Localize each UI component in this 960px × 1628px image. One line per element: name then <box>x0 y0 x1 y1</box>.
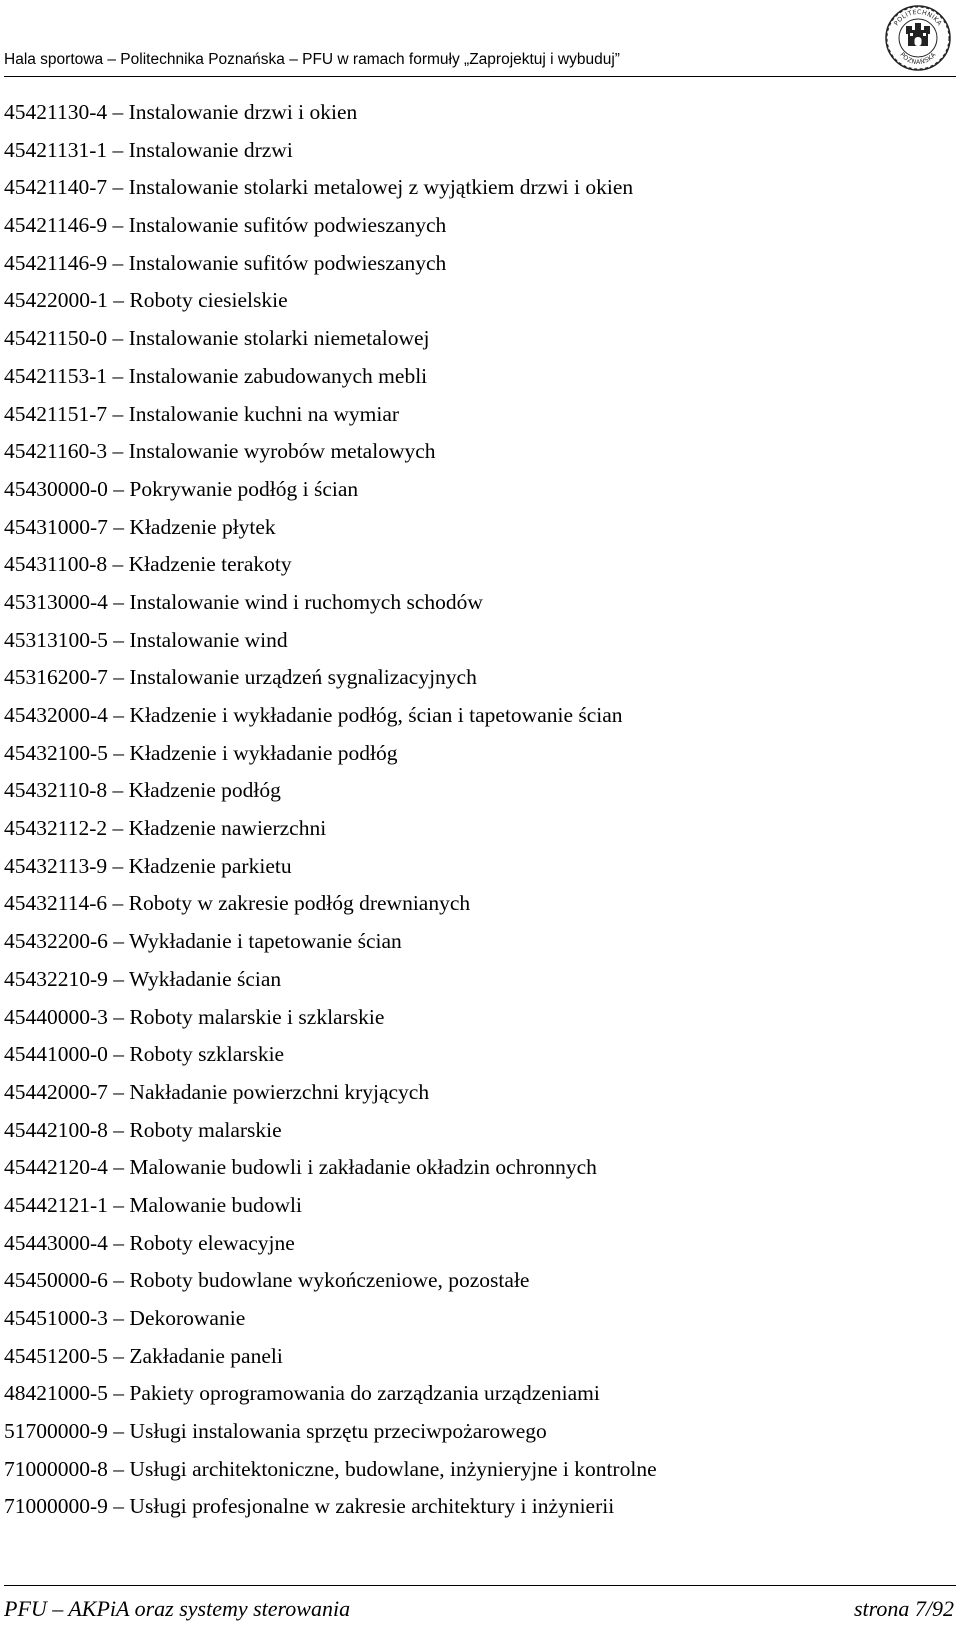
cpv-description: Roboty malarskie i szklarskie <box>129 1004 385 1029</box>
cpv-description: Instalowanie kuchni na wymiar <box>128 401 400 426</box>
cpv-description: Instalowanie urządzeń sygnalizacyjnych <box>129 665 477 690</box>
cpv-description: Instalowanie wind <box>129 627 288 652</box>
footer-document-title: PFU – AKPiA oraz systemy sterowania <box>4 1596 351 1621</box>
dash-separator: – <box>113 665 125 690</box>
code-list-item <box>4 509 954 547</box>
cpv-description: Kładzenie podłóg <box>128 778 281 803</box>
logo-text-bottom: POZNAŃSKA <box>898 51 938 67</box>
code-list-item <box>4 999 954 1037</box>
code-list-item <box>4 1451 954 1489</box>
cpv-code: 45421150-0 <box>4 326 108 351</box>
cpv-description: Instalowanie drzwi <box>128 137 293 162</box>
cpv-description: Pokrywanie podłóg i ścian <box>129 476 359 501</box>
dash-separator: – <box>112 250 124 275</box>
cpv-code: 71000000-8 <box>4 1456 108 1481</box>
svg-text:POZNAŃSKA <box>898 51 938 66</box>
dash-separator: – <box>113 1306 125 1330</box>
code-list-item <box>4 961 954 999</box>
cpv-description: Nakładanie powierzchni kryjących <box>129 1079 430 1104</box>
cpv-code: 45443000-4 <box>4 1230 108 1255</box>
cpv-code: 45432200-6 <box>4 929 108 954</box>
cpv-description: Pakiety oprogramowania do zarządzania urządzeniami <box>129 1381 600 1406</box>
cpv-code: 45432210-9 <box>4 966 108 991</box>
cpv-code: 51700000-9 <box>4 1419 108 1444</box>
footer-divider <box>4 1585 956 1586</box>
cpv-description: Dekorowanie <box>129 1306 246 1330</box>
cpv-description: Roboty elewacyjne <box>129 1230 295 1255</box>
cpv-code: 45432113-9 <box>4 853 108 878</box>
page-header-title: Hala sportowa – Politechnika Poznańska – PFU w ramach formuły „Zaprojektuj i wybuduj” <box>4 51 620 68</box>
cpv-code: 45451200-5 <box>4 1343 108 1368</box>
footer-page-number: strona 7/92 <box>853 1596 954 1621</box>
dash-separator: – <box>112 778 124 803</box>
cpv-code-list <box>4 94 954 1526</box>
cpv-description: Instalowanie zabudowanych mebli <box>128 363 428 388</box>
dash-separator: – <box>113 929 125 954</box>
cpv-description: Roboty szklarskie <box>129 1042 285 1067</box>
dash-separator: – <box>113 288 125 313</box>
dash-separator: – <box>112 552 124 577</box>
dash-separator: – <box>113 1419 125 1444</box>
cpv-description: Instalowanie drzwi i okien <box>128 100 358 124</box>
dash-separator: – <box>113 1155 125 1180</box>
code-list-item <box>4 810 954 848</box>
cpv-code: 45421146-9 <box>4 250 108 275</box>
code-list-item <box>4 1262 954 1300</box>
code-list-item <box>4 1413 954 1451</box>
code-list-item <box>4 132 954 170</box>
cpv-description: Wykładanie i tapetowanie ścian <box>129 929 402 954</box>
code-list-item <box>4 94 954 132</box>
cpv-description: Malowanie budowli i zakładanie okładzin ochronnych <box>129 1155 597 1180</box>
cpv-description: Usługi architektoniczne, budowlane, inżynieryjne i kontrolne <box>129 1456 657 1481</box>
code-list-item <box>4 433 954 471</box>
code-list-item <box>4 1300 954 1338</box>
dash-separator: – <box>112 326 124 351</box>
code-list-item <box>4 735 954 773</box>
dash-separator: – <box>113 1456 125 1481</box>
cpv-description: Roboty malarskie <box>129 1117 282 1142</box>
code-list-item <box>4 396 954 434</box>
code-list-item <box>4 546 954 584</box>
code-list-item <box>4 622 954 660</box>
cpv-code: 45442000-7 <box>4 1079 108 1104</box>
cpv-code: 45421131-1 <box>4 137 108 162</box>
cpv-code: 45440000-3 <box>4 1004 108 1029</box>
cpv-description: Kładzenie i wykładanie podłóg <box>129 740 398 765</box>
cpv-code: 45431000-7 <box>4 514 108 539</box>
dash-separator: – <box>113 476 125 501</box>
cpv-code: 45432110-8 <box>4 778 108 803</box>
code-list-item <box>4 282 954 320</box>
dash-separator: – <box>113 1079 125 1104</box>
cpv-description: Instalowanie wyrobów metalowych <box>128 439 436 464</box>
code-list-item <box>4 659 954 697</box>
dash-separator: – <box>113 1042 125 1067</box>
cpv-description: Usługi profesjonalne w zakresie architektury i inżynierii <box>129 1494 615 1519</box>
cpv-code: 45442100-8 <box>4 1117 108 1142</box>
dash-separator: – <box>113 1381 125 1406</box>
code-list-item <box>4 885 954 923</box>
cpv-code: 48421000-5 <box>4 1381 108 1406</box>
cpv-code: 45421130-4 <box>4 100 108 124</box>
header-divider <box>4 76 956 77</box>
dash-separator: – <box>113 514 125 539</box>
code-list-item <box>4 1149 954 1187</box>
code-list-item <box>4 471 954 509</box>
cpv-code: 45421160-3 <box>4 439 108 464</box>
cpv-description: Malowanie budowli <box>129 1192 302 1217</box>
logo-text-top: POLITECHNIKA <box>892 8 944 28</box>
cpv-code: 45432100-5 <box>4 740 108 765</box>
cpv-code: 45432114-6 <box>4 891 108 916</box>
dash-separator: – <box>112 137 124 162</box>
cpv-description: Roboty budowlane wykończeniowe, pozostałe <box>129 1268 530 1293</box>
code-list-item <box>4 1112 954 1150</box>
cpv-code: 45422000-1 <box>4 288 108 313</box>
code-list-item <box>4 1225 954 1263</box>
cpv-description: Kładzenie płytek <box>129 514 276 539</box>
code-list-item <box>4 584 954 622</box>
dash-separator: – <box>113 1494 125 1519</box>
dash-separator: – <box>112 363 124 388</box>
code-list-item <box>4 1375 954 1413</box>
cpv-description: Kładzenie parkietu <box>128 853 292 878</box>
politechnika-poznanska-seal-icon <box>884 4 952 72</box>
dash-separator: – <box>112 439 124 464</box>
cpv-code: 45421153-1 <box>4 363 108 388</box>
cpv-description: Roboty w zakresie podłóg drewnianych <box>128 891 471 916</box>
code-list-item <box>4 1338 954 1376</box>
cpv-description: Kładzenie i wykładanie podłóg, ścian i tapetowanie ścian <box>129 703 623 727</box>
cpv-code: 45442121-1 <box>4 1192 108 1217</box>
cpv-description: Instalowanie stolarki metalowej z wyjątkiem drzwi i okien <box>128 175 634 200</box>
code-list-item <box>4 848 954 886</box>
cpv-code: 71000000-9 <box>4 1494 108 1519</box>
cpv-code: 45442120-4 <box>4 1155 108 1180</box>
cpv-code: 45451000-3 <box>4 1306 108 1330</box>
dash-separator: – <box>113 966 125 991</box>
code-list-item <box>4 245 954 283</box>
dash-separator: – <box>112 213 124 238</box>
cpv-description: Instalowanie sufitów podwieszanych <box>128 213 447 238</box>
cpv-description: Kładzenie nawierzchni <box>128 816 327 841</box>
cpv-description: Zakładanie paneli <box>129 1343 283 1368</box>
dash-separator: – <box>113 1117 125 1142</box>
dash-separator: – <box>113 1268 125 1293</box>
cpv-code: 45421140-7 <box>4 175 108 200</box>
code-list-item <box>4 697 954 735</box>
cpv-code: 45430000-0 <box>4 476 108 501</box>
code-list-item <box>4 169 954 207</box>
dash-separator: – <box>113 1230 125 1255</box>
dash-separator: – <box>113 740 125 765</box>
code-list-item <box>4 358 954 396</box>
cpv-code: 45421146-9 <box>4 213 108 238</box>
cpv-code: 45441000-0 <box>4 1042 108 1067</box>
cpv-code: 45421151-7 <box>4 401 108 426</box>
dash-separator: – <box>113 589 125 614</box>
cpv-description: Roboty ciesielskie <box>129 288 288 313</box>
dash-separator: – <box>112 891 124 916</box>
cpv-description: Kładzenie terakoty <box>128 552 292 577</box>
cpv-code: 45432112-2 <box>4 816 108 841</box>
dash-separator: – <box>112 853 124 878</box>
dash-separator: – <box>112 401 124 426</box>
dash-separator: – <box>113 703 125 727</box>
cpv-description: Instalowanie sufitów podwieszanych <box>128 250 447 275</box>
cpv-description: Usługi instalowania sprzętu przeciwpożarowego <box>129 1419 547 1444</box>
cpv-code: 45432000-4 <box>4 703 108 727</box>
code-list-item <box>4 320 954 358</box>
dash-separator: – <box>112 816 124 841</box>
code-list-item <box>4 1036 954 1074</box>
cpv-code: 45431100-8 <box>4 552 108 577</box>
code-list-item <box>4 923 954 961</box>
cpv-description: Instalowanie wind i ruchomych schodów <box>129 589 483 614</box>
code-list-item <box>4 1074 954 1112</box>
code-list-item <box>4 1187 954 1225</box>
code-list-item <box>4 1488 954 1526</box>
cpv-description: Wykładanie ścian <box>129 966 282 991</box>
cpv-code: 45450000-6 <box>4 1268 108 1293</box>
code-list-item <box>4 207 954 245</box>
dash-separator: – <box>112 175 124 200</box>
dash-separator: – <box>113 1004 125 1029</box>
dash-separator: – <box>112 100 124 124</box>
dash-separator: – <box>113 1343 125 1368</box>
cpv-code: 45316200-7 <box>4 665 108 690</box>
dash-separator: – <box>113 1192 125 1217</box>
dash-separator: – <box>113 627 125 652</box>
cpv-code: 45313000-4 <box>4 589 108 614</box>
cpv-code: 45313100-5 <box>4 627 108 652</box>
code-list-item <box>4 772 954 810</box>
cpv-description: Instalowanie stolarki niemetalowej <box>128 326 430 351</box>
